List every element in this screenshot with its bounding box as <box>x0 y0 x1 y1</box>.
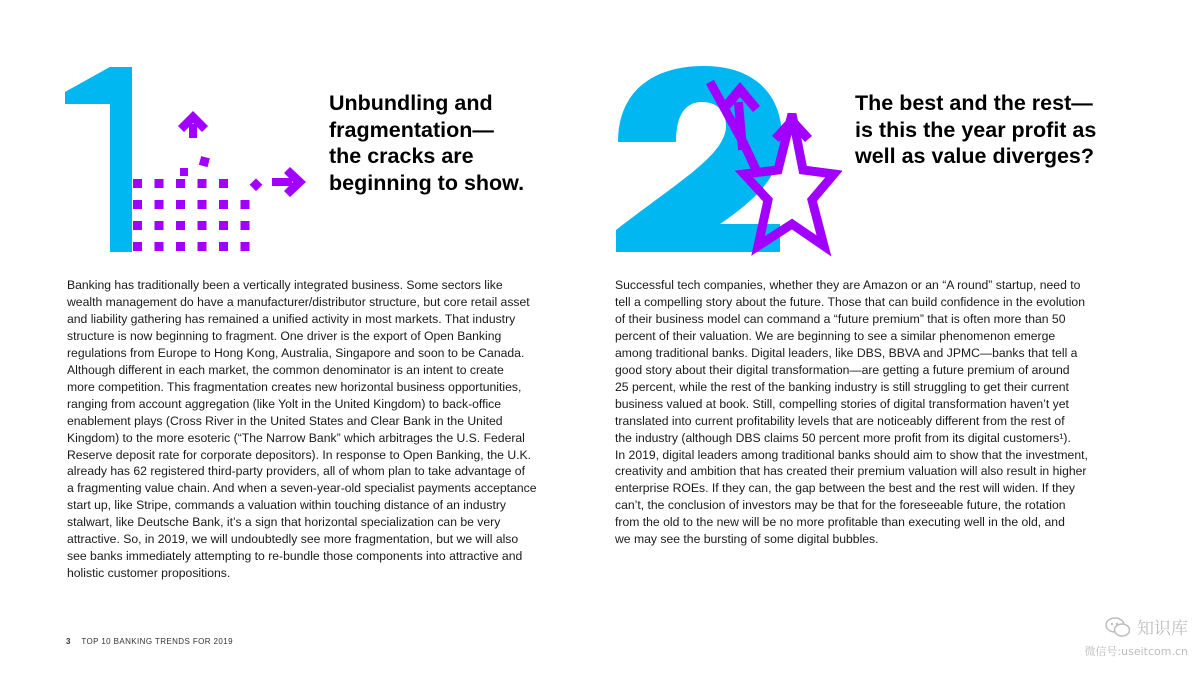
body-line: business valued at book. Still, compelling stories of digital transformation haven’t yet <box>615 396 1069 411</box>
grid-dot <box>155 200 164 209</box>
heading-line: Unbundling and <box>329 91 493 115</box>
body-line: from the old to the new will be no more profitable than executing well in the old, and <box>615 515 1065 530</box>
section-1-body <box>67 277 537 582</box>
body-line: of their business model can command a “future premium” that is often more than 50 <box>615 311 1066 326</box>
watermark <box>1084 614 1188 659</box>
body-line: Kingdom) to the more esoteric (“The Narrow Bank” which arbitrages the U.S. Federal <box>67 430 525 445</box>
body-line: Reserve deposit rate for corporate depositors). In response to Open Banking, the U.K. <box>67 447 532 462</box>
arrow-up-icon <box>178 111 208 138</box>
grid-dot <box>198 200 207 209</box>
heading-line: The best and the rest— <box>855 91 1093 115</box>
footer-title: TOP 10 BANKING TRENDS FOR 2019 <box>81 637 233 646</box>
heading-line: is this the year profit as <box>855 117 1097 142</box>
body-line: we may see the bursting of some digital bubbles. <box>615 532 879 547</box>
body-line: In 2019, digital leaders among traditional banks should aim to show that the investment, <box>615 447 1088 462</box>
grid-dot <box>219 221 228 230</box>
heading-line: fragmentation— <box>329 117 494 142</box>
grid-dot <box>133 200 142 209</box>
grid-dot <box>133 221 142 230</box>
grid-dot <box>133 242 142 251</box>
body-line: good story about their digital transformation—are getting a future premium of around <box>615 362 1070 377</box>
body-line: Banking has traditionally been a vertically integrated business. Some sectors like <box>67 278 503 292</box>
body-line: regulations from Europe to Hong Kong, Australia, Singapore and soon to be Canada. <box>67 345 525 360</box>
body-line: structure is now beginning to fragment. One driver is the export of Open Banking <box>67 328 502 343</box>
body-line: the industry (although DBS claims 50 percent more profit from its digital customers¹). <box>615 430 1071 445</box>
grid-dot <box>155 221 164 230</box>
body-line: enterprise ROEs. If they can, the gap between the best and the rest will widen. If they <box>615 481 1075 496</box>
body-line: see banks immediately attempting to re-bundle those components into attractive and <box>67 549 523 564</box>
section-2-heading <box>855 90 1096 170</box>
body-line: Although different in each market, the common denominator is an intent to create <box>67 362 504 377</box>
body-line: stalwart, like Deutsche Bank, it’s a sign that horizontal specialization can be very <box>67 515 501 530</box>
grid-dot <box>219 200 228 209</box>
scatter-dot <box>250 178 263 191</box>
grid-dot <box>176 242 185 251</box>
body-line: creativity and ambition that has created their premium valuation will also result in higher <box>615 464 1087 479</box>
page-footer <box>66 637 233 646</box>
body-line: among traditional banks. Digital leaders, like DBS, BBVA and JPMC—banks that tell a <box>615 345 1078 360</box>
heading-line: beginning to show. <box>329 170 525 195</box>
body-line: translated into current profitability levels that are noticeably different from the rest of <box>615 413 1065 428</box>
numeral-2-shape <box>616 66 782 252</box>
body-line: can’t, the conclusion of investors may be that for the foreseeable future, the rotation <box>615 498 1066 513</box>
grid-dot <box>176 221 185 230</box>
body-line: attractive. So, in 2019, we will undoubtedly see more fragmentation, but we will also <box>67 532 519 547</box>
numeral-2-graphic <box>612 62 842 258</box>
body-line: start up, like Stripe, commands a valuation within touching distance of an industry <box>67 498 506 513</box>
grid-dot <box>241 242 250 251</box>
watermark-brand: 知识库 <box>1137 619 1188 639</box>
grid-dot <box>241 200 250 209</box>
grid-dot <box>241 221 250 230</box>
watermark-subtitle: 微信号:useitcom.cn <box>1084 645 1188 658</box>
body-line: a fragmenting value chain. And when a seven-year-old specialist payments acceptance <box>67 481 537 496</box>
body-line: 25 percent, while the rest of the banking industry is still struggling to get their current <box>615 379 1069 394</box>
body-line: holistic customer propositions. <box>67 566 231 581</box>
heading-line: the cracks are <box>329 144 474 168</box>
grid-dot <box>155 179 164 188</box>
section-2-body <box>615 277 1088 548</box>
body-line: Successful tech companies, whether they are Amazon or an “A round” startup, need to <box>615 278 1081 292</box>
scatter-dot <box>180 168 188 176</box>
numeral-1-graphic <box>60 62 310 258</box>
wechat-icon <box>1105 617 1131 637</box>
grid-dot <box>198 179 207 188</box>
body-line: ranging from account aggregation (like Yolt in the United Kingdom) to back-office <box>67 396 502 411</box>
body-line: and liability gathering has remained a unified activity in most markets. That industry <box>67 311 516 326</box>
body-line: more competition. This fragmentation creates new horizontal business opportunities, <box>67 379 522 394</box>
grid-dot <box>219 242 228 251</box>
grid-dot <box>198 242 207 251</box>
body-line: percent of their valuation. We are beginning to see a similar phenomenon emerge <box>615 328 1056 343</box>
grid-dot <box>133 179 142 188</box>
grid-dot <box>155 242 164 251</box>
body-line: tell a compelling story about the future. Those that can build confidence in the evolution <box>615 294 1085 309</box>
numeral-1-shape <box>65 67 132 252</box>
grid-dot <box>198 221 207 230</box>
body-line: wealth management do have a manufacturer/distributor structure, but core retail asset <box>67 294 530 309</box>
dot-grid <box>133 179 250 251</box>
body-line: already has 62 registered third-party providers, all of whom plan to take advantage of <box>67 464 525 479</box>
grid-dot <box>176 200 185 209</box>
grid-dot <box>176 179 185 188</box>
scatter-dot <box>199 156 210 167</box>
page-number: 3 <box>66 637 71 646</box>
heading-line: well as value diverges? <box>855 144 1095 168</box>
section-1-heading <box>329 90 524 196</box>
grid-dot <box>219 179 228 188</box>
body-line: enablement plays (Cross River in the United States and Clear Bank in the United <box>67 413 503 428</box>
arrow-right-icon <box>272 167 306 197</box>
